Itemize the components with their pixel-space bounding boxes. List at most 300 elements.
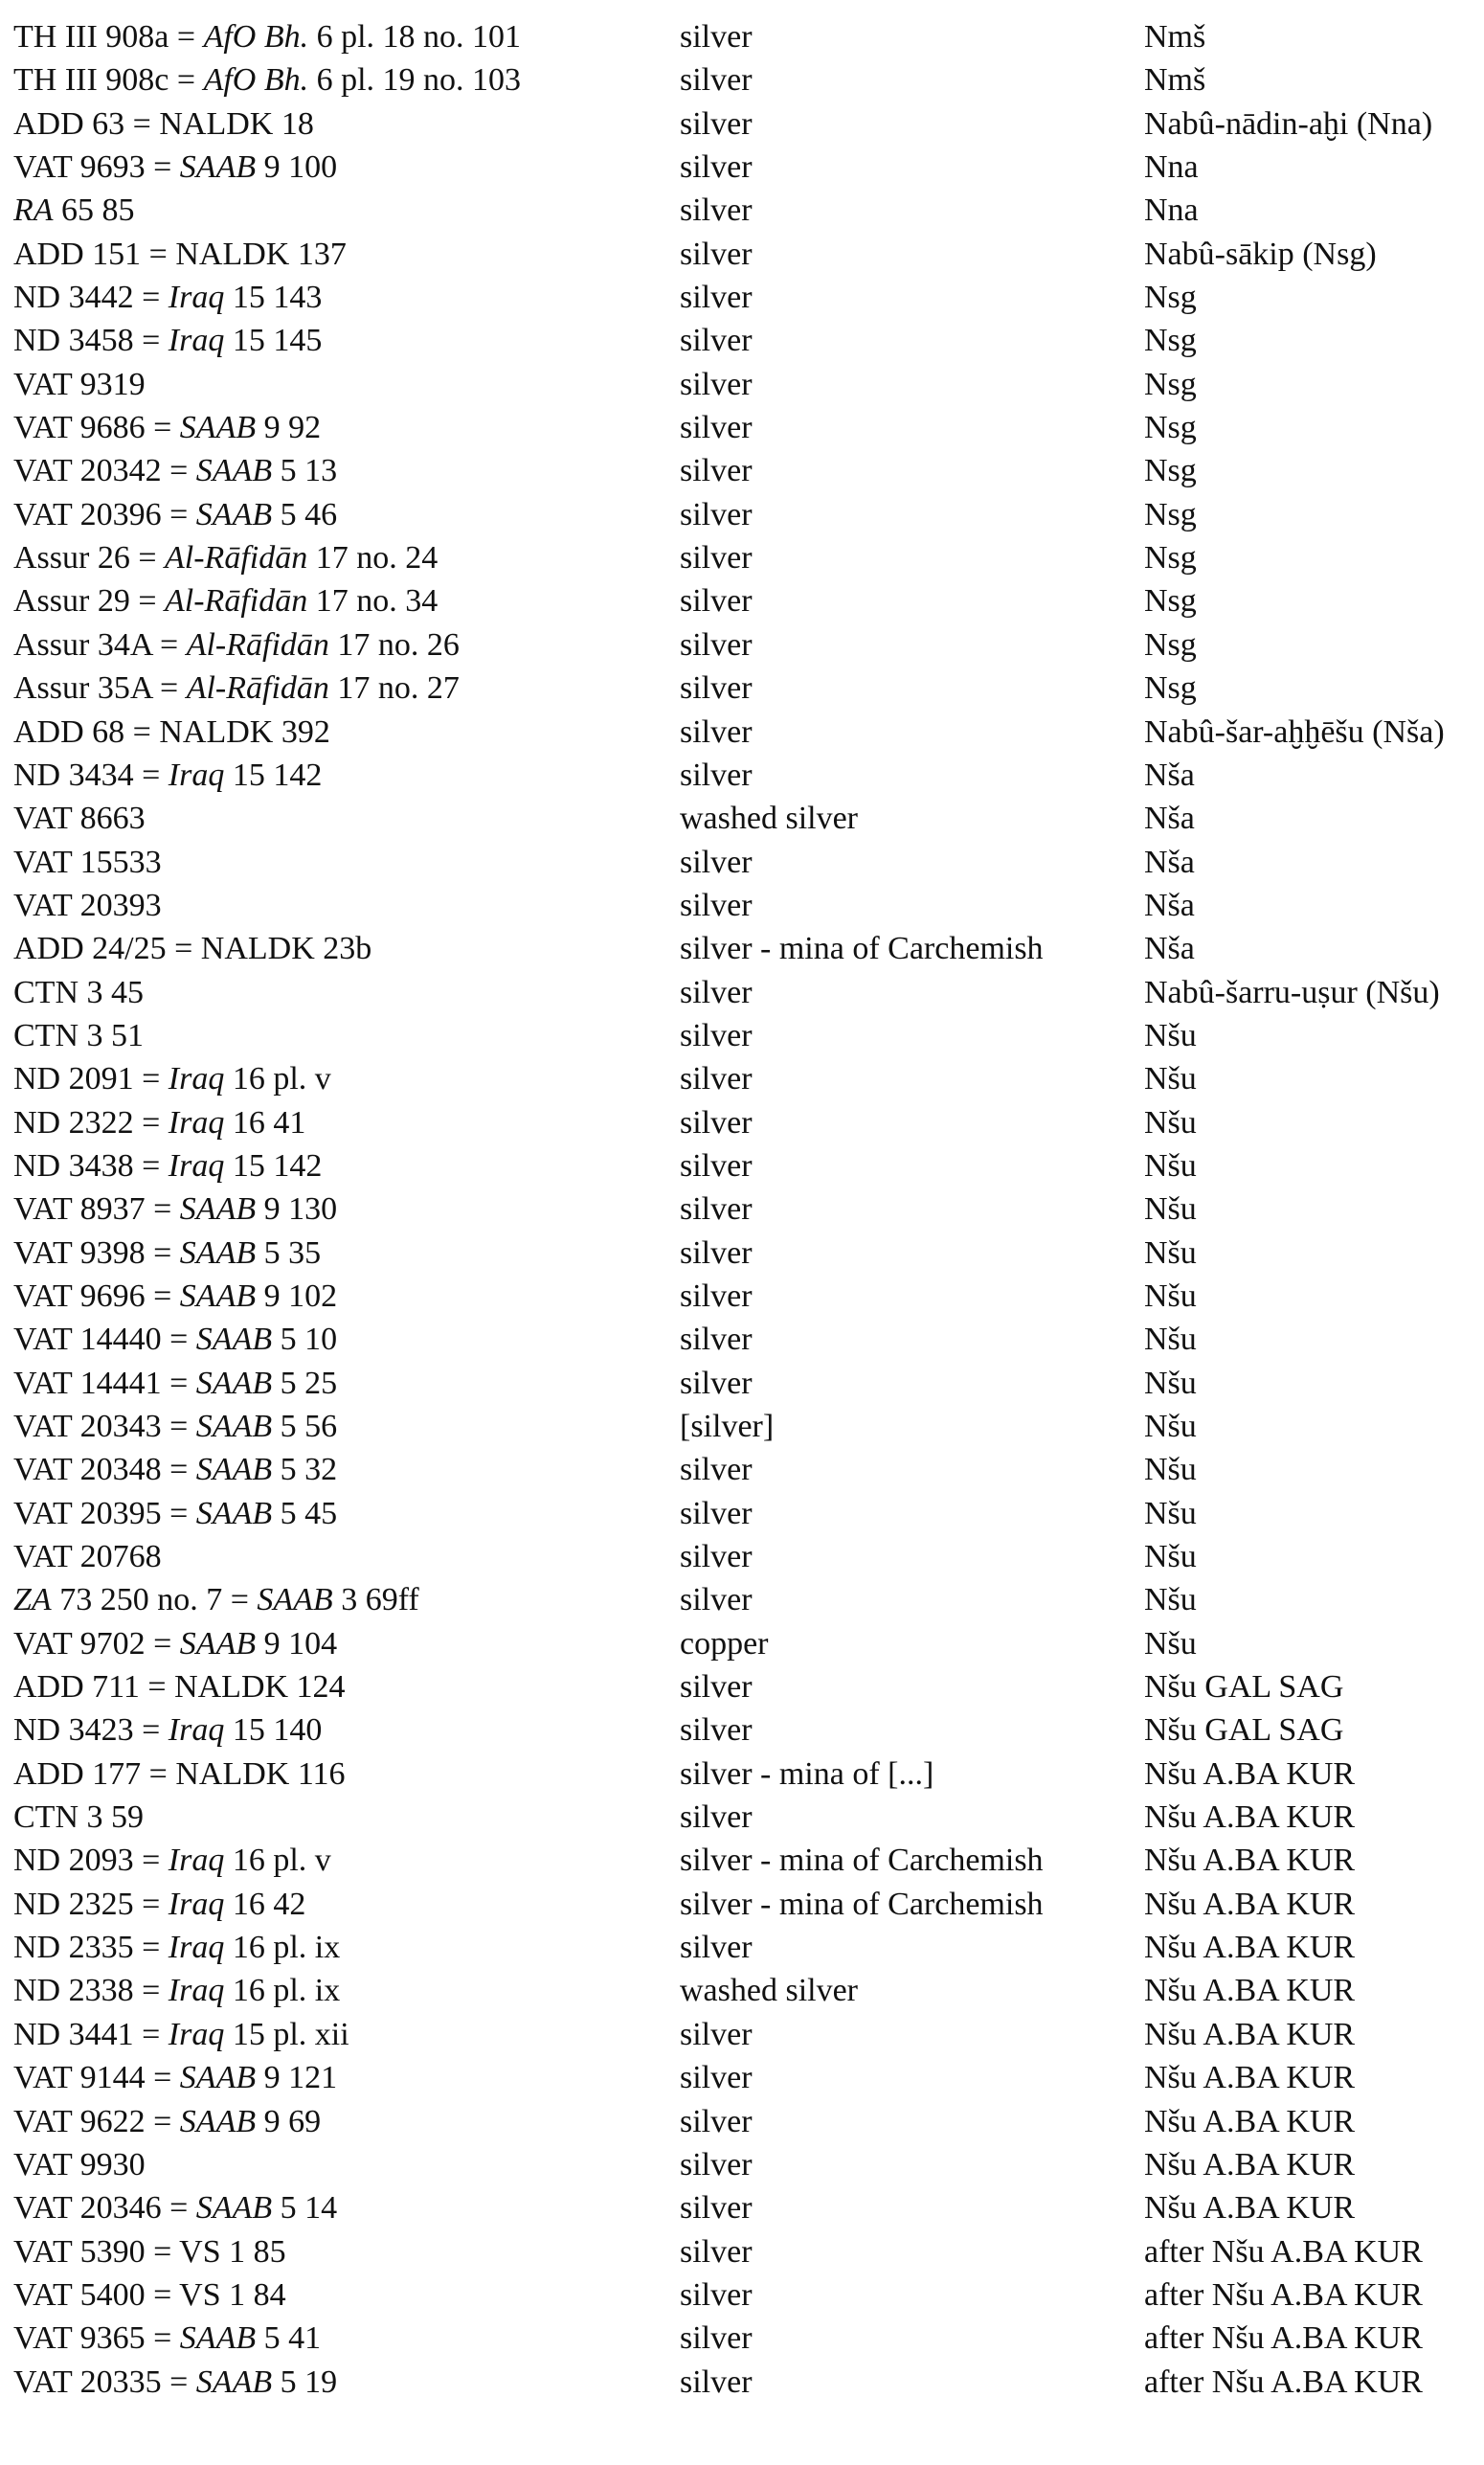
material-cell: [silver]	[680, 1409, 775, 1444]
material-cell: silver	[680, 670, 753, 707]
text-reference-cell	[13, 1839, 674, 1882]
reference-segment: VAT 20395 =	[13, 1495, 196, 1531]
material-cell: silver	[680, 453, 753, 489]
material-cell: silver	[680, 1799, 753, 1836]
reference-segment: 5 19	[272, 2363, 338, 2400]
person-cell: Nšu GAL SAG	[1144, 1712, 1344, 1749]
reference-segment: SAAB	[195, 1495, 273, 1531]
reference-segment: SAAB	[179, 1191, 257, 1228]
reference-segment: SAAB	[179, 2060, 257, 2096]
reference-segment: ND 3441 =	[13, 2016, 169, 2052]
reference-segment: AfO Bh.	[203, 62, 309, 99]
table-row	[0, 189, 1484, 232]
material-cell: silver	[680, 2016, 753, 2052]
reference-segment: VAT 14441 =	[13, 1365, 196, 1401]
reference-segment: Al-Rāfidān	[186, 626, 329, 663]
material-cell: copper	[680, 1625, 769, 1662]
reference-segment: VAT 9319	[13, 366, 146, 402]
reference-segment: Iraq	[168, 280, 225, 316]
material-cell: silver	[680, 410, 753, 446]
reference-segment: 73 250 no. 7 =	[51, 1582, 258, 1618]
person-cell: Nšu	[1144, 1365, 1197, 1401]
material-cell: silver	[680, 1061, 753, 1097]
reference-segment: SAAB	[195, 2363, 273, 2400]
reference-segment: Assur 35A =	[13, 670, 187, 707]
text-reference-cell	[13, 623, 674, 667]
table-row	[0, 2056, 1484, 2099]
reference-segment: Iraq	[168, 1104, 225, 1141]
person-cell: Nšu	[1144, 1539, 1197, 1575]
reference-segment: Iraq	[168, 1061, 225, 1097]
table-row	[0, 2100, 1484, 2143]
person-cell: Nsg	[1144, 626, 1197, 663]
table-row	[0, 1448, 1484, 1491]
text-reference-cell	[13, 2013, 674, 2056]
reference-segment: CTN 3 51	[13, 1017, 144, 1053]
material-cell: silver	[680, 19, 753, 55]
table-row	[0, 1232, 1484, 1275]
text-reference-cell	[13, 1753, 674, 1796]
reference-segment: VAT 8937 =	[13, 1191, 180, 1228]
text-reference-cell	[13, 1144, 674, 1187]
person-cell: Nšu A.BA KUR	[1144, 2146, 1356, 2182]
table-row	[0, 1492, 1484, 1535]
table-row	[0, 971, 1484, 1014]
table-row	[0, 1969, 1484, 2012]
reference-segment: SAAB	[195, 1452, 273, 1488]
text-reference-cell	[13, 1708, 674, 1752]
table-row	[0, 2317, 1484, 2360]
table-row	[0, 2143, 1484, 2186]
person-cell: Nšu	[1144, 1278, 1197, 1314]
reference-segment: SAAB	[195, 2190, 273, 2227]
person-cell: Nša	[1144, 931, 1195, 967]
reference-segment: Iraq	[168, 1886, 225, 1922]
person-cell: Nšu	[1144, 1625, 1197, 1662]
material-cell: silver	[680, 583, 753, 620]
text-reference-cell	[13, 1448, 674, 1491]
reference-segment: SAAB	[179, 1625, 257, 1662]
reference-segment: 15 143	[224, 280, 323, 316]
material-cell: silver	[680, 236, 753, 272]
material-cell: silver	[680, 62, 753, 99]
person-cell: Nšu GAL SAG	[1144, 1669, 1344, 1706]
material-cell: silver	[680, 105, 753, 142]
text-reference-cell	[13, 1622, 674, 1665]
reference-segment: ND 3438 =	[13, 1147, 169, 1184]
reference-segment: VAT 9622 =	[13, 2103, 180, 2139]
reference-segment: VAT 5400 = VS 1 84	[13, 2276, 286, 2313]
table-row	[0, 1926, 1484, 1969]
reference-segment: Al-Rāfidān	[165, 583, 308, 620]
reference-segment: CTN 3 45	[13, 974, 144, 1010]
person-cell: Nšu	[1144, 1147, 1197, 1184]
person-cell: Nšu A.BA KUR	[1144, 1799, 1356, 1836]
table-row	[0, 1187, 1484, 1231]
reference-segment: 5 45	[272, 1495, 338, 1531]
reference-segment: ZA	[13, 1582, 52, 1618]
reference-segment: 9 104	[256, 1625, 338, 1662]
reference-segment: ADD 177 = NALDK 116	[13, 1755, 346, 1792]
reference-segment: VAT 20342 =	[13, 453, 196, 489]
reference-segment: ND 2338 =	[13, 1973, 169, 2009]
reference-segment: ND 3423 =	[13, 1712, 169, 1749]
table-row	[0, 536, 1484, 579]
reference-segment: VAT 5390 = VS 1 85	[13, 2233, 286, 2270]
material-cell: silver	[680, 713, 753, 750]
reference-segment: VAT 8663	[13, 801, 146, 837]
person-cell: Nšu	[1144, 1017, 1197, 1053]
table-row	[0, 2230, 1484, 2273]
reference-segment: 65 85	[53, 192, 135, 229]
reference-segment: ADD 63 = NALDK 18	[13, 105, 314, 142]
text-reference-cell	[13, 2361, 674, 2404]
text-reference-cell	[13, 363, 674, 406]
text-reference-cell	[13, 1187, 674, 1231]
material-cell: silver	[680, 1322, 753, 1358]
material-cell: silver	[680, 1712, 753, 1749]
text-reference-cell	[13, 146, 674, 189]
reference-segment: ADD 711 = NALDK 124	[13, 1669, 346, 1706]
reference-segment: ND 2322 =	[13, 1104, 169, 1141]
reference-segment: VAT 9702 =	[13, 1625, 180, 1662]
person-cell: Nabû-sākip (Nsg)	[1144, 236, 1377, 272]
material-cell: silver	[680, 280, 753, 316]
person-cell: Nšu A.BA KUR	[1144, 2103, 1356, 2139]
text-reference-cell	[13, 536, 674, 579]
table-row	[0, 623, 1484, 667]
document-table	[0, 15, 1484, 2404]
reference-segment: 16 pl. v	[224, 1843, 331, 1879]
material-cell: silver - mina of Carchemish	[680, 931, 1044, 967]
person-cell: Nša	[1144, 887, 1195, 923]
text-reference-cell	[13, 2317, 674, 2360]
text-reference-cell	[13, 58, 674, 102]
reference-segment: Iraq	[168, 323, 225, 359]
reference-segment: Iraq	[168, 1147, 225, 1184]
text-reference-cell	[13, 2273, 674, 2317]
reference-segment: ADD 68 = NALDK 392	[13, 713, 330, 750]
material-cell: silver	[680, 1365, 753, 1401]
text-reference-cell	[13, 1232, 674, 1275]
reference-segment: Iraq	[168, 757, 225, 793]
text-reference-cell	[13, 971, 674, 1014]
reference-segment: 17 no. 26	[328, 626, 460, 663]
reference-segment: VAT 9693 =	[13, 149, 180, 186]
material-cell: washed silver	[680, 1973, 859, 2009]
material-cell: silver	[680, 1669, 753, 1706]
reference-segment: 9 92	[256, 410, 322, 446]
person-cell: Nšu	[1144, 1234, 1197, 1271]
text-reference-cell	[13, 1665, 674, 1708]
person-cell: Nna	[1144, 192, 1199, 229]
person-cell: Nšu A.BA KUR	[1144, 2016, 1356, 2052]
reference-segment: 9 102	[256, 1278, 338, 1314]
material-cell: silver - mina of Carchemish	[680, 1886, 1044, 1922]
reference-segment: 16 42	[224, 1886, 306, 1922]
reference-segment: VAT 9144 =	[13, 2060, 180, 2096]
table-row	[0, 1014, 1484, 1057]
text-reference-cell	[13, 1014, 674, 1057]
table-row	[0, 363, 1484, 406]
text-reference-cell	[13, 1578, 674, 1621]
material-cell: silver	[680, 496, 753, 532]
person-cell: Nmš	[1144, 62, 1206, 99]
table-row	[0, 1796, 1484, 1839]
table-row	[0, 2361, 1484, 2404]
person-cell: Nšu A.BA KUR	[1144, 1973, 1356, 2009]
reference-segment: 16 41	[224, 1104, 306, 1141]
table-row	[0, 1708, 1484, 1752]
text-reference-cell	[13, 189, 674, 232]
material-cell: silver	[680, 1278, 753, 1314]
text-reference-cell	[13, 1318, 674, 1361]
text-reference-cell	[13, 711, 674, 754]
table-row	[0, 797, 1484, 840]
text-reference-cell	[13, 15, 674, 58]
reference-segment: 16 pl. ix	[224, 1973, 341, 2009]
reference-segment: VAT 14440 =	[13, 1322, 196, 1358]
text-reference-cell	[13, 667, 674, 710]
reference-segment: VAT 20393	[13, 887, 162, 923]
table-row	[0, 15, 1484, 58]
reference-segment: Iraq	[168, 2016, 225, 2052]
person-cell: after Nšu A.BA KUR	[1144, 2276, 1423, 2313]
reference-segment: SAAB	[195, 1322, 273, 1358]
material-cell: silver	[680, 1234, 753, 1271]
reference-segment: RA	[13, 192, 54, 229]
reference-segment: Assur 29 =	[13, 583, 166, 620]
table-row	[0, 449, 1484, 492]
material-cell: silver	[680, 1495, 753, 1531]
table-row	[0, 927, 1484, 970]
reference-segment: VAT 20335 =	[13, 2363, 196, 2400]
person-cell: Nsg	[1144, 540, 1197, 577]
text-reference-cell	[13, 797, 674, 840]
table-row	[0, 1839, 1484, 1882]
reference-segment: SAAB	[195, 1409, 273, 1444]
reference-segment: 9 69	[256, 2103, 322, 2139]
material-cell: washed silver	[680, 801, 859, 837]
material-cell: silver	[680, 1104, 753, 1141]
material-cell: silver	[680, 1582, 753, 1618]
text-reference-cell	[13, 579, 674, 622]
reference-segment: 5 41	[256, 2320, 322, 2357]
reference-segment: VAT 20396 =	[13, 496, 196, 532]
text-reference-cell	[13, 319, 674, 362]
reference-segment: AfO Bh.	[203, 19, 309, 55]
text-reference-cell	[13, 1101, 674, 1144]
material-cell: silver	[680, 1017, 753, 1053]
table-row	[0, 406, 1484, 449]
material-cell: silver	[680, 2363, 753, 2400]
reference-segment: 15 pl. xii	[224, 2016, 349, 2052]
table-row	[0, 2186, 1484, 2229]
table-row	[0, 579, 1484, 622]
reference-segment: ND 2093 =	[13, 1843, 169, 1879]
reference-segment: SAAB	[179, 2320, 257, 2357]
table-row	[0, 1144, 1484, 1187]
text-reference-cell	[13, 1362, 674, 1405]
person-cell: Nša	[1144, 844, 1195, 880]
table-row	[0, 1578, 1484, 1621]
reference-segment: SAAB	[195, 1365, 273, 1401]
person-cell: Nšu	[1144, 1061, 1197, 1097]
text-reference-cell	[13, 102, 674, 146]
reference-segment: Iraq	[168, 1973, 225, 2009]
reference-segment: SAAB	[195, 453, 273, 489]
person-cell: Nabû-nādin-aḫi (Nna)	[1144, 105, 1433, 142]
material-cell: silver	[680, 323, 753, 359]
reference-segment: 16 pl. v	[224, 1061, 331, 1097]
person-cell: Nabû-šarru-uṣur (Nšu)	[1144, 974, 1440, 1010]
reference-segment: VAT 20346 =	[13, 2190, 196, 2227]
table-row	[0, 2273, 1484, 2317]
reference-segment: 9 121	[256, 2060, 338, 2096]
material-cell: silver	[680, 149, 753, 186]
material-cell: silver	[680, 626, 753, 663]
person-cell: after Nšu A.BA KUR	[1144, 2320, 1423, 2357]
material-cell: silver	[680, 2233, 753, 2270]
table-row	[0, 1275, 1484, 1318]
reference-segment: SAAB	[179, 149, 257, 186]
person-cell: Nša	[1144, 757, 1195, 793]
text-reference-cell	[13, 1492, 674, 1535]
reference-segment: Al-Rāfidān	[186, 670, 329, 707]
reference-segment: 6 pl. 18 no. 101	[308, 19, 522, 55]
table-row	[0, 841, 1484, 884]
table-row	[0, 1622, 1484, 1665]
table-row	[0, 1101, 1484, 1144]
person-cell: Nšu A.BA KUR	[1144, 2060, 1356, 2096]
text-reference-cell	[13, 841, 674, 884]
table-row	[0, 1318, 1484, 1361]
reference-segment: TH III 908a =	[13, 19, 204, 55]
person-cell: after Nšu A.BA KUR	[1144, 2363, 1423, 2400]
reference-segment: CTN 3 59	[13, 1799, 144, 1836]
reference-segment: SAAB	[179, 2103, 257, 2139]
reference-segment: ND 2335 =	[13, 1930, 169, 1966]
person-cell: Nšu	[1144, 1104, 1197, 1141]
reference-segment: 6 pl. 19 no. 103	[308, 62, 522, 99]
material-cell: silver	[680, 887, 753, 923]
person-cell: Nšu	[1144, 1191, 1197, 1228]
material-cell: silver	[680, 1930, 753, 1966]
text-reference-cell	[13, 1969, 674, 2012]
material-cell: silver	[680, 1539, 753, 1575]
text-reference-cell	[13, 2230, 674, 2273]
text-reference-cell	[13, 276, 674, 319]
reference-segment: Al-Rāfidān	[165, 540, 308, 577]
person-cell: Nsg	[1144, 280, 1197, 316]
material-cell: silver	[680, 2146, 753, 2182]
reference-segment: VAT 9398 =	[13, 1234, 180, 1271]
table-row	[0, 233, 1484, 276]
text-reference-cell	[13, 1883, 674, 1926]
reference-segment: SAAB	[257, 1582, 333, 1618]
person-cell: Nabû-šar-aḫḫēšu (Nša)	[1144, 713, 1445, 750]
person-cell: after Nšu A.BA KUR	[1144, 2233, 1423, 2270]
text-reference-cell	[13, 2056, 674, 2099]
reference-segment: 15 142	[224, 1147, 323, 1184]
table-row	[0, 754, 1484, 797]
text-reference-cell	[13, 2100, 674, 2143]
reference-segment: 5 25	[272, 1365, 338, 1401]
person-cell: Nsg	[1144, 366, 1197, 402]
material-cell: silver - mina of Carchemish	[680, 1843, 1044, 1879]
reference-segment: Iraq	[168, 1712, 225, 1749]
table-row	[0, 667, 1484, 710]
reference-segment: Iraq	[168, 1930, 225, 1966]
table-row	[0, 102, 1484, 146]
reference-segment: 5 35	[256, 1234, 322, 1271]
table-row	[0, 1535, 1484, 1578]
person-cell: Nšu A.BA KUR	[1144, 1843, 1356, 1879]
material-cell: silver	[680, 2190, 753, 2227]
material-cell: silver	[680, 2276, 753, 2313]
reference-segment: 17 no. 24	[307, 540, 438, 577]
table-row	[0, 1665, 1484, 1708]
text-reference-cell	[13, 2143, 674, 2186]
reference-segment: VAT 9696 =	[13, 1278, 180, 1314]
table-row	[0, 58, 1484, 102]
text-reference-cell	[13, 2186, 674, 2229]
material-cell: silver	[680, 540, 753, 577]
reference-segment: 16 pl. ix	[224, 1930, 341, 1966]
material-cell: silver	[680, 2320, 753, 2357]
reference-segment: 5 46	[272, 496, 338, 532]
reference-segment: VAT 9930	[13, 2146, 146, 2182]
material-cell: silver	[680, 844, 753, 880]
reference-segment: VAT 20768	[13, 1539, 162, 1575]
text-reference-cell	[13, 493, 674, 536]
table-row	[0, 711, 1484, 754]
material-cell: silver	[680, 192, 753, 229]
text-reference-cell	[13, 1275, 674, 1318]
text-reference-cell	[13, 449, 674, 492]
person-cell: Nsg	[1144, 670, 1197, 707]
material-cell: silver - mina of [...]	[680, 1755, 934, 1792]
material-cell: silver	[680, 1191, 753, 1228]
reference-segment: 15 145	[224, 323, 323, 359]
reference-segment: 5 56	[272, 1409, 338, 1444]
table-row	[0, 1753, 1484, 1796]
table-row	[0, 2013, 1484, 2056]
material-cell: silver	[680, 1147, 753, 1184]
material-cell: silver	[680, 2060, 753, 2096]
person-cell: Nšu A.BA KUR	[1144, 1755, 1356, 1792]
person-cell: Nsg	[1144, 410, 1197, 446]
person-cell: Nšu A.BA KUR	[1144, 1930, 1356, 1966]
text-reference-cell	[13, 754, 674, 797]
reference-segment: VAT 9365 =	[13, 2320, 180, 2357]
reference-segment: 9 100	[256, 149, 338, 186]
person-cell: Nšu A.BA KUR	[1144, 2190, 1356, 2227]
person-cell: Nšu A.BA KUR	[1144, 1886, 1356, 1922]
table-row	[0, 884, 1484, 927]
material-cell: silver	[680, 757, 753, 793]
reference-segment: 15 142	[224, 757, 323, 793]
reference-segment: 15 140	[224, 1712, 323, 1749]
person-cell: Nsg	[1144, 583, 1197, 620]
reference-segment: ND 3442 =	[13, 280, 169, 316]
reference-segment: 5 10	[272, 1322, 338, 1358]
person-cell: Nmš	[1144, 19, 1206, 55]
person-cell: Nsg	[1144, 453, 1197, 489]
text-reference-cell	[13, 884, 674, 927]
reference-segment: 17 no. 27	[328, 670, 460, 707]
text-reference-cell	[13, 1057, 674, 1100]
